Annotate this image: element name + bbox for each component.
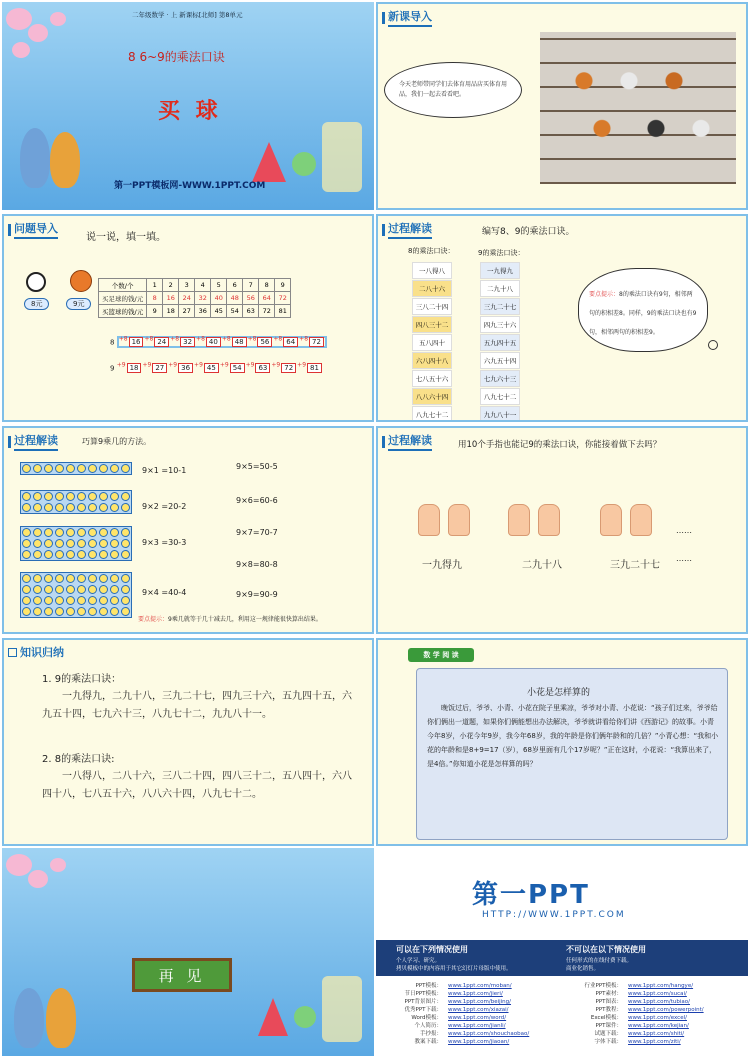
step-label: +8 [247,336,257,343]
instruction: 巧算9乘几的方法。 [82,437,152,446]
dot-grid-1 [20,462,132,475]
rhyme-item: 六八四十八 [412,352,452,369]
link-row[interactable] [386,998,529,1006]
rhyme-item: 八九七十二 [480,388,520,405]
equation: 9×2 =20-2 [142,502,187,511]
triangle-icon [252,142,286,182]
link-label: PPT模板： [415,983,442,989]
goodbye-board: 再 见 [132,958,232,992]
finger-label: 二九十八 [522,560,562,571]
price-football: 8元 [24,298,49,310]
tip-text: 8的乘法口诀有9句，相邻两句的积相差8。同样，9的乘法口诀也有9句，相邻两句的积相差9。 [589,291,697,336]
rhyme-item: 八八六十四 [412,388,452,405]
section-tag: 过程解读 [382,432,432,451]
rhyme-item: 五九四十五 [480,334,520,351]
link-url[interactable]: www.1ppt.com/shiti/ [628,1031,685,1037]
brand-url: HTTP://WWW.1PPT.COM [482,910,626,920]
link-url[interactable]: www.1ppt.com/shouchaobao/ [448,1031,530,1037]
step-label: +9 [297,362,307,369]
step-label: +9 [219,362,229,369]
links-right [566,982,704,1046]
basketball-icon [70,270,92,292]
bubble-text: 今天老师带同学们去体育用品店买体育用品，我们一起去看看吧。 [399,81,508,98]
slide-credits [376,848,748,1056]
chain-box: 56 [257,337,272,347]
rhyme-item: 三九二十七 [480,298,520,315]
link-row[interactable] [386,1014,529,1022]
reading-banner: 数 学 阅 读 [408,648,474,662]
section-tag: 过程解读 [382,220,432,239]
step-label: +9 [271,362,281,369]
equation: 9×8=80-8 [236,560,278,569]
step-label: +8 [118,336,128,343]
chain-box: 36 [178,363,193,373]
section-tag: 新课导入 [382,8,432,27]
step-label: +8 [221,336,231,343]
hand-icon [448,504,470,536]
link-row[interactable] [386,1030,529,1038]
hand-icon [538,504,560,536]
link-label: 个人简历： [414,1023,442,1029]
chain-box: 64 [283,337,298,347]
tip: 要点提示：9乘几就等于几十减去几，利用这一规律能很快算出结果。 [138,616,322,623]
cover-footer: 第一PPT模板网-WWW.1PPT.COM [114,181,266,191]
step-label: +9 [116,362,126,369]
chain-box: 18 [127,363,142,373]
link-label: PPT课件： [595,1023,622,1029]
summary-text-2: 一八得八，二八十六，三八二十四，四八三十二，五八四十，六八四十八，七八五十六，八八六十四，八九七十二。 [42,771,352,800]
book-icon [8,648,17,657]
step-label: +9 [194,362,203,369]
chain-box: 48 [232,337,247,347]
ball-icon [294,1006,316,1028]
cover-subtitle: 8 6~9的乘法口诀 [128,50,225,64]
label-8: 8的乘法口诀： [408,247,455,255]
link-url[interactable]: www.1ppt.com/jieri/ [448,991,503,997]
chain-box: 16 [129,337,144,347]
rhyme-column-8 [412,262,452,422]
slide-write-rhymes [376,214,748,422]
rhyme-item: 一八得八 [412,262,452,279]
equation: 9×5=50-5 [236,462,278,471]
hand-icon [418,504,440,536]
link-label: 试题下载： [594,1031,622,1037]
step-label: +8 [170,336,180,343]
allow-title: 可以在下列情况使用 [396,945,468,954]
girl-icon [50,132,80,188]
link-label: PPT背景图片： [404,999,442,1005]
rhyme-item: 四九三十六 [480,316,520,333]
deny-item: 商业化销售。 [566,966,600,972]
deny-title: 不可以在以下情况使用 [566,945,646,954]
rhyme-item: 八九七十二 [412,406,452,422]
cover-header: 二年级数学 · 上 新课标[北师] 第8单元 [132,11,243,19]
equation: 9×6=60-6 [236,496,278,505]
link-row[interactable] [566,1022,704,1030]
instruction: 说一说，填一填。 [86,232,166,243]
football-icon [26,272,46,292]
link-url[interactable]: www.1ppt.com/word/ [448,1015,507,1021]
link-url[interactable]: www.1ppt.com/jianli/ [448,1023,506,1029]
link-row[interactable] [386,990,529,998]
link-row[interactable] [566,990,704,998]
rhyme-item: 二九十八 [480,280,520,297]
hand-icon [630,504,652,536]
table-row: 买足球的钱/元 8 16 24 32 40 48 56 64 72 [99,292,291,305]
hand-icon [600,504,622,536]
blossom-icon [6,8,32,30]
allow-item: 个人学习、研究。 [396,958,441,964]
slide-intro [376,2,748,210]
dot-grid-4 [20,572,132,618]
label-9: 9的乘法口诀： [478,249,525,257]
summary-text-1: 一九得九，二九十八，三九二十七，四九三十六，五九四十五，六九五十四，七九六十三，八九七十二，九九八十一。 [42,691,352,720]
step-label: +8 [196,336,205,343]
rhyme-item: 五八四十 [412,334,452,351]
link-row[interactable] [566,1014,704,1022]
link-url[interactable]: www.1ppt.com/beijing/ [448,999,512,1005]
link-row[interactable] [566,1038,704,1046]
hand-icon [508,504,530,536]
bubble-dot [708,340,718,350]
blossom-icon [28,870,48,888]
rhyme-item: 六九五十四 [480,352,520,369]
link-url[interactable]: www.1ppt.com/ziti/ [628,1039,681,1045]
finger-label: 一九得九 [422,560,462,571]
chain-box: 72 [309,337,324,347]
instruction: 编写8、9的乘法口诀。 [482,227,575,237]
tip-label: 要点提示： [589,291,620,298]
chain-box: 63 [255,363,270,373]
rhyme-item: 一九得九 [480,262,520,279]
summary-heading-2: 2. 8的乘法口诀: [42,754,115,765]
rhyme-item: 三八二十四 [412,298,452,315]
chain-box: 54 [230,363,245,373]
link-url[interactable]: www.1ppt.com/hangye/ [628,983,694,989]
link-label: PPT素材： [595,991,622,997]
link-url[interactable]: www.1ppt.com/sucai/ [628,991,687,997]
girl-icon [46,988,76,1048]
rhyme-column-9 [480,262,520,422]
link-url[interactable]: www.1ppt.com/powerpoint/ [628,1007,704,1013]
ball-icon [292,152,316,176]
link-url[interactable]: www.1ppt.com/tubiao/ [628,999,690,1005]
sports-store-photo [540,32,736,184]
numbers-icon [322,122,362,192]
chain-9: 9 $^{+9}$ 18 $^{+9}$ 27 $^{+9}$ 36 $^{+9}$ 45 $^{+9}$ 54 $^{+9}$ 63 $^{+9}$ 72 $^{+9}$ 81 [110,362,323,373]
rhyme-item: 九九八十一 [480,406,520,422]
deny-item: 任何形式的在线付费下载。 [566,958,633,964]
step-label: +9 [168,362,178,369]
link-url[interactable]: www.1ppt.com/kejian/ [628,1023,689,1029]
link-row[interactable] [386,1006,529,1014]
slide-goodbye [2,848,374,1056]
chain-box: 81 [307,363,322,373]
section-tag [8,644,64,660]
slide-summary [2,638,374,846]
blossom-icon [6,854,32,876]
ellipsis: …… [676,554,692,563]
step-label: +8 [299,336,309,343]
boy-icon [14,988,44,1048]
finger-label: 三九二十七 [610,560,660,571]
step-label: +9 [142,362,152,369]
slide-shortcut [2,426,374,634]
link-url[interactable]: www.1ppt.com/jiaoan/ [448,1039,510,1045]
cover-title: 买 球 [158,99,222,124]
story-title: 小花是怎样算的 [527,688,591,698]
equation: 9×1 =10-1 [142,466,187,475]
story-body: 晚饭过后，爷爷、小青、小花在院子里乘凉，爷爷对小青、小花说：“孩子们过来，爷爷给你们俩出一道题，如果你们俩能想出办法解决，爷爷就讲看给你们讲《西游记》的故事。小青今年8岁，小花今年9岁，我今年68岁，我的年龄是你们俩年龄和的几倍？”小青心想：“我和小花的年龄和是8+9=17（岁），68岁里面有几个17岁呢？”正在这时，小花说：“我算出来了，是4倍。”你知道小花是怎样算的吗？ [427,704,719,768]
links-left [386,982,529,1046]
equation: 9×9=90-9 [236,590,278,599]
link-url[interactable]: www.1ppt.com/xiazai/ [448,1007,509,1013]
ellipsis: …… [676,526,692,535]
link-label: Word模板： [411,1015,442,1021]
chain-box: 45 [204,363,219,373]
link-url[interactable]: www.1ppt.com/excel/ [628,1015,687,1021]
section-tag: 问题导入 [8,220,58,239]
rhyme-item: 七八五十六 [412,370,452,387]
chain-box: 40 [206,337,221,347]
rhyme-item: 二八十六 [412,280,452,297]
step-label: +8 [144,336,154,343]
slide-question [2,214,374,422]
slide-reading [376,638,748,846]
rhyme-item: 四八三十二 [412,316,452,333]
boy-icon [20,128,50,188]
summary-heading-1: 1. 9的乘法口诀： [42,674,122,685]
equation: 9×3 =30-3 [142,538,187,547]
triangle-icon [258,998,288,1036]
link-row[interactable] [386,982,529,990]
link-row[interactable] [566,982,704,990]
link-label: 优秀PPT下载： [404,1007,442,1013]
link-label: 字体下载： [594,1039,622,1045]
link-url[interactable]: www.1ppt.com/moban/ [448,983,512,989]
blossom-icon [12,42,30,58]
link-row[interactable] [566,1006,704,1014]
dot-grid-3 [20,526,132,561]
dot-grid-2 [20,490,132,514]
link-label: 手抄报： [419,1031,442,1037]
equation: 9×4 =40-4 [142,588,187,597]
link-row[interactable] [386,1022,529,1030]
link-label: Excel模板： [590,1015,622,1021]
link-label: PPT教程： [595,1007,622,1013]
link-row[interactable] [566,1030,704,1038]
blossom-icon [50,858,66,872]
chain-box: 24 [154,337,169,347]
numbers-icon [322,976,362,1042]
reading-paper [416,668,728,840]
link-label: 教案下载： [414,1039,442,1045]
tag-label: 知识归纳 [20,646,64,659]
section-tag: 过程解读 [8,432,58,451]
rhyme-item: 七九六十三 [480,370,520,387]
blossom-icon [28,24,48,42]
table-row: 买篮球的钱/元 9 18 27 36 45 54 63 72 81 [99,305,291,318]
link-row[interactable] [386,1038,529,1046]
price-basketball: 9元 [66,298,91,310]
allow-item: 拷贝模板中的内容用于其它幻灯片母版中使用。 [396,966,512,972]
speech-bubble [384,62,522,118]
equation: 9×7=70-7 [236,528,278,537]
price-table [98,278,291,318]
slide-fingers [376,426,748,634]
brand-logo: 第一PPT [472,880,590,910]
link-row[interactable] [566,998,704,1006]
step-label: +8 [273,336,283,343]
instruction: 用10个手指也能记9的乘法口诀，你能接着做下去吗？ [458,440,662,450]
slide-cover [2,2,374,210]
chain-box: 72 [281,363,296,373]
tip-cloud [578,268,708,352]
chain-box: 27 [152,363,167,373]
chain-box: 32 [180,337,195,347]
table-row: 个数/个 1 2 3 4 5 6 7 8 9 [99,279,291,292]
blossom-icon [50,12,66,26]
link-label: 节日PPT模板： [404,991,442,997]
link-label: PPT图表： [595,999,622,1005]
step-label: +9 [245,362,255,369]
link-label: 行业PPT模板： [584,983,622,989]
chain-8: 8 $^{+8}$ 16 $^{+8}$ 24 $^{+8}$ 32 $^{+8}$ 40 $^{+8}$ 48 $^{+8}$ 56 $^{+8}$ 64 $^{+8}$ 72 [110,336,327,347]
